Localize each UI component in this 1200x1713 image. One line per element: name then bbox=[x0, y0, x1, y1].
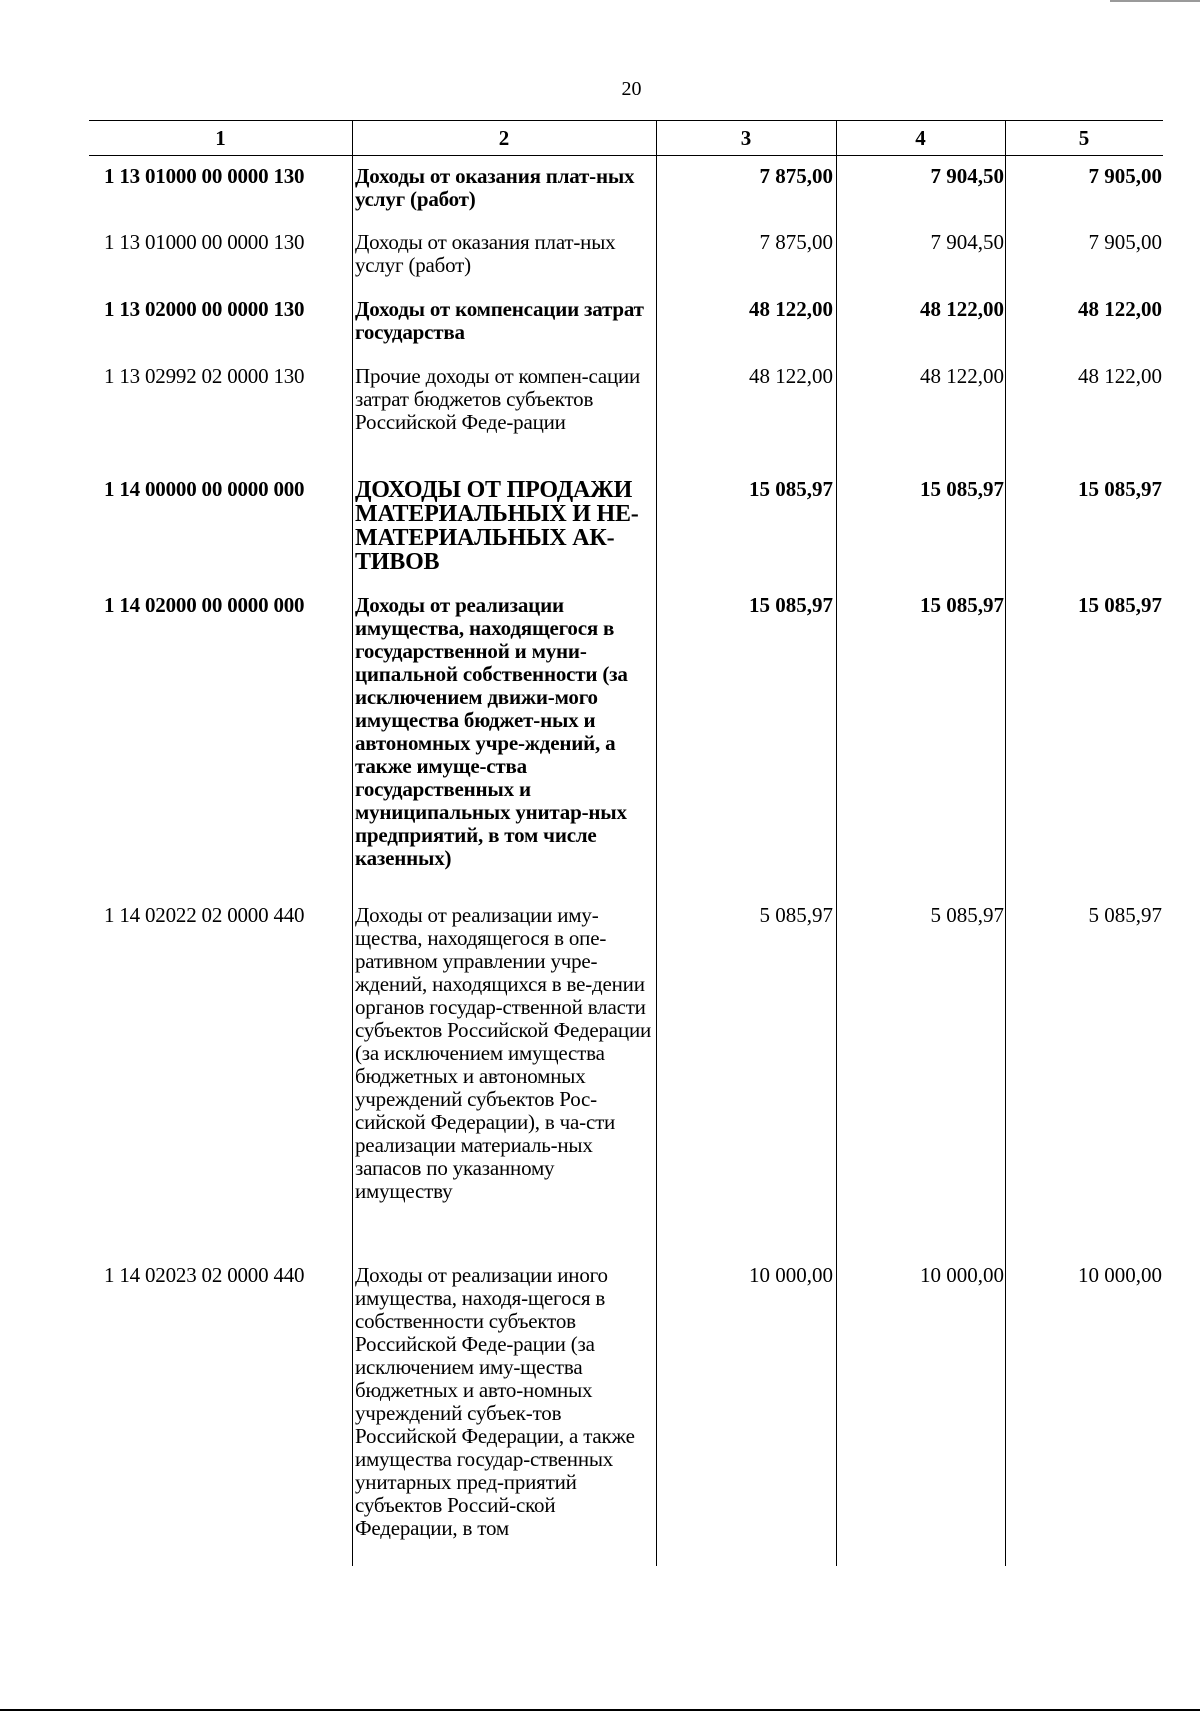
revenue-name: Доходы от оказания плат-ных услуг (работ) bbox=[355, 230, 616, 277]
amount-col-3: 48 122,00 bbox=[749, 297, 833, 321]
table-top-border bbox=[89, 120, 1163, 121]
revenue-name: Прочие доходы от компен-сации затрат бюджетов субъектов Российской Феде-рации bbox=[355, 364, 641, 434]
amount-col-3: 48 122,00 bbox=[749, 364, 833, 388]
amount-col-5: 48 122,00 bbox=[1078, 364, 1162, 388]
amount-col-3: 5 085,97 bbox=[759, 903, 833, 927]
revenue-code: 1 13 02992 02 0000 130 bbox=[104, 364, 305, 388]
table-header-border bbox=[89, 155, 1163, 156]
amount-col-4: 15 085,97 bbox=[920, 477, 1004, 501]
revenue-name: Доходы от реализации имущества, находящегося в государственной и муни-ципальной собственности (за исключением движи-мого имущества бюджет-ных и автономных учре-ждений, а также имуще-ства государственных и муниципальных унитар-ных предприятий, в том числе казенных) bbox=[355, 593, 628, 870]
column-header-5: 5 bbox=[1078, 126, 1090, 150]
column-divider bbox=[656, 121, 657, 1566]
amount-col-4: 15 085,97 bbox=[920, 593, 1004, 617]
column-header-2: 2 bbox=[498, 126, 510, 150]
revenue-code: 1 13 02000 00 0000 130 bbox=[104, 297, 305, 321]
revenue-name: Доходы от реализации иного имущества, находя-щегося в собственности субъектов Российской Феде-рации (за исключением иму-щества бюджетных и авто-номных учреждений субъек-тов Российской Федерации, а также имущества государ-ственных унитарных пред-приятий субъектов Россий-ской Федерации, в том bbox=[355, 1263, 635, 1540]
amount-col-5: 5 085,97 bbox=[1088, 903, 1162, 927]
revenue-name: Доходы от компенсации затрат государства bbox=[355, 297, 644, 344]
scan-bottom-edge bbox=[0, 1709, 1200, 1711]
revenue-name: Доходы от реализации иму-щества, находящегося в опе-ративном управлении учре-ждений, находящихся в ве-дении органов государ-ственной власти субъектов Российской Федерации (за исключением имущества бюджетных и автономных учреждений субъектов Рос-сийской Федерации), в ча-сти реализации материаль-ных запасов по указанному имуществу bbox=[355, 903, 652, 1203]
revenue-name: ДОХОДЫ ОТ ПРОДАЖИ МАТЕРИАЛЬНЫХ И НЕ-МАТЕРИАЛЬНЫХ АК-ТИВОВ bbox=[355, 477, 639, 575]
amount-col-5: 15 085,97 bbox=[1078, 593, 1162, 617]
amount-col-5: 7 905,00 bbox=[1088, 230, 1162, 254]
amount-col-3: 7 875,00 bbox=[759, 164, 833, 188]
amount-col-4: 7 904,50 bbox=[930, 230, 1004, 254]
amount-col-4: 7 904,50 bbox=[930, 164, 1004, 188]
amount-col-3: 10 000,00 bbox=[749, 1263, 833, 1287]
amount-col-5: 7 905,00 bbox=[1088, 164, 1162, 188]
amount-col-3: 7 875,00 bbox=[759, 230, 833, 254]
column-divider bbox=[836, 121, 837, 1566]
amount-col-3: 15 085,97 bbox=[749, 477, 833, 501]
column-divider bbox=[1005, 121, 1006, 1566]
revenue-code: 1 13 01000 00 0000 130 bbox=[104, 164, 305, 188]
column-header-1: 1 bbox=[215, 126, 226, 150]
revenue-code: 1 14 02022 02 0000 440 bbox=[104, 903, 305, 927]
column-header-3: 3 bbox=[740, 126, 752, 150]
revenue-name: Доходы от оказания плат-ных услуг (работ) bbox=[355, 164, 635, 211]
revenue-code: 1 14 00000 00 0000 000 bbox=[104, 477, 305, 501]
amount-col-4: 5 085,97 bbox=[930, 903, 1004, 927]
revenue-code: 1 14 02023 02 0000 440 bbox=[104, 1263, 305, 1287]
column-header-4: 4 bbox=[915, 126, 926, 150]
amount-col-4: 10 000,00 bbox=[920, 1263, 1004, 1287]
amount-col-5: 15 085,97 bbox=[1078, 477, 1162, 501]
amount-col-4: 48 122,00 bbox=[920, 297, 1004, 321]
amount-col-5: 48 122,00 bbox=[1078, 297, 1162, 321]
revenue-code: 1 13 01000 00 0000 130 bbox=[104, 230, 305, 254]
revenue-code: 1 14 02000 00 0000 000 bbox=[104, 593, 305, 617]
column-divider bbox=[352, 121, 353, 1566]
page-number: 20 bbox=[621, 78, 642, 100]
amount-col-3: 15 085,97 bbox=[749, 593, 833, 617]
amount-col-5: 10 000,00 bbox=[1078, 1263, 1162, 1287]
amount-col-4: 48 122,00 bbox=[920, 364, 1004, 388]
scan-edge-mark bbox=[1110, 0, 1200, 2]
